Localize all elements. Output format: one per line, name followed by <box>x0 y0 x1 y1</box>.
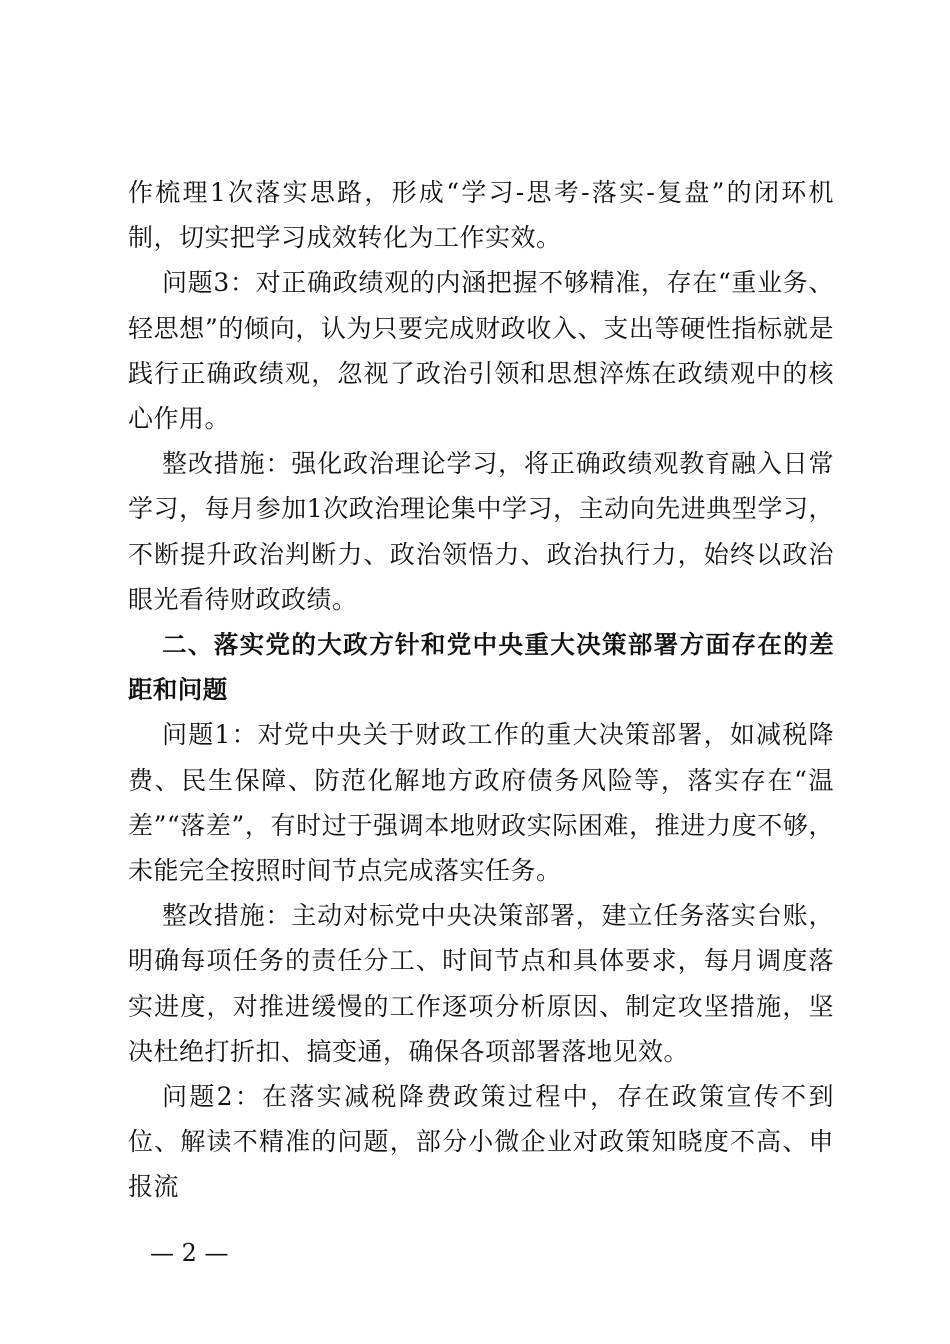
paragraph-measure-3: 整改措施：强化政治理论学习，将正确政绩观教育融入日常学习，每月参加1次政治理论集中学习，主动向先进典型学习，不断提升政治判断力、政治领悟力、政治执行力，始终以政治眼光看待财政政绩。 <box>128 449 834 614</box>
paragraph-problem-3: 问题3：对正确政绩观的内涵把握不够精准，存在“重业务、轻思想”的倾向，认为只要完成财政收入、支出等硬性指标就是践行正确政绩观，忽视了政治引领和思想淬炼在政绩观中的核心作用。 <box>128 268 834 434</box>
paragraph-problem-2: 问题2：在落实减税降费政策过程中，存在政策宣传不到位、解读不精准的问题，部分小微企业对政策知晓度不高、申报流 <box>128 1082 834 1202</box>
section-heading-2: 二、落实党的大政方针和党中央重大决策部署方面存在的差距和问题 <box>128 630 834 705</box>
paragraph-problem-1: 问题1：对党中央关于财政工作的重大决策部署，如减税降费、民生保障、防范化解地方政府债务风险等，落实存在“温差”“落差”，有时过于强调本地财政实际困难，推进力度不够，未能完全按照时间节点完成落实任务。 <box>128 720 834 886</box>
paragraph-measure-1: 整改措施：主动对标党中央决策部署，建立任务落实台账，明确每项任务的责任分工、时间节点和具体要求，每月调度落实进度，对推进缓慢的工作逐项分析原因、制定攻坚措施，坚决杜绝打折扣、搞变通，确保各项部署落地见效。 <box>128 901 834 1066</box>
page-number: — 2 — <box>150 1239 229 1267</box>
paragraph-continuation: 作梳理1次落实思路，形成“学习-思考-落实-复盘”的闭环机制，切实把学习成效转化为工作实效。 <box>128 178 834 253</box>
document-body <box>128 170 834 1210</box>
